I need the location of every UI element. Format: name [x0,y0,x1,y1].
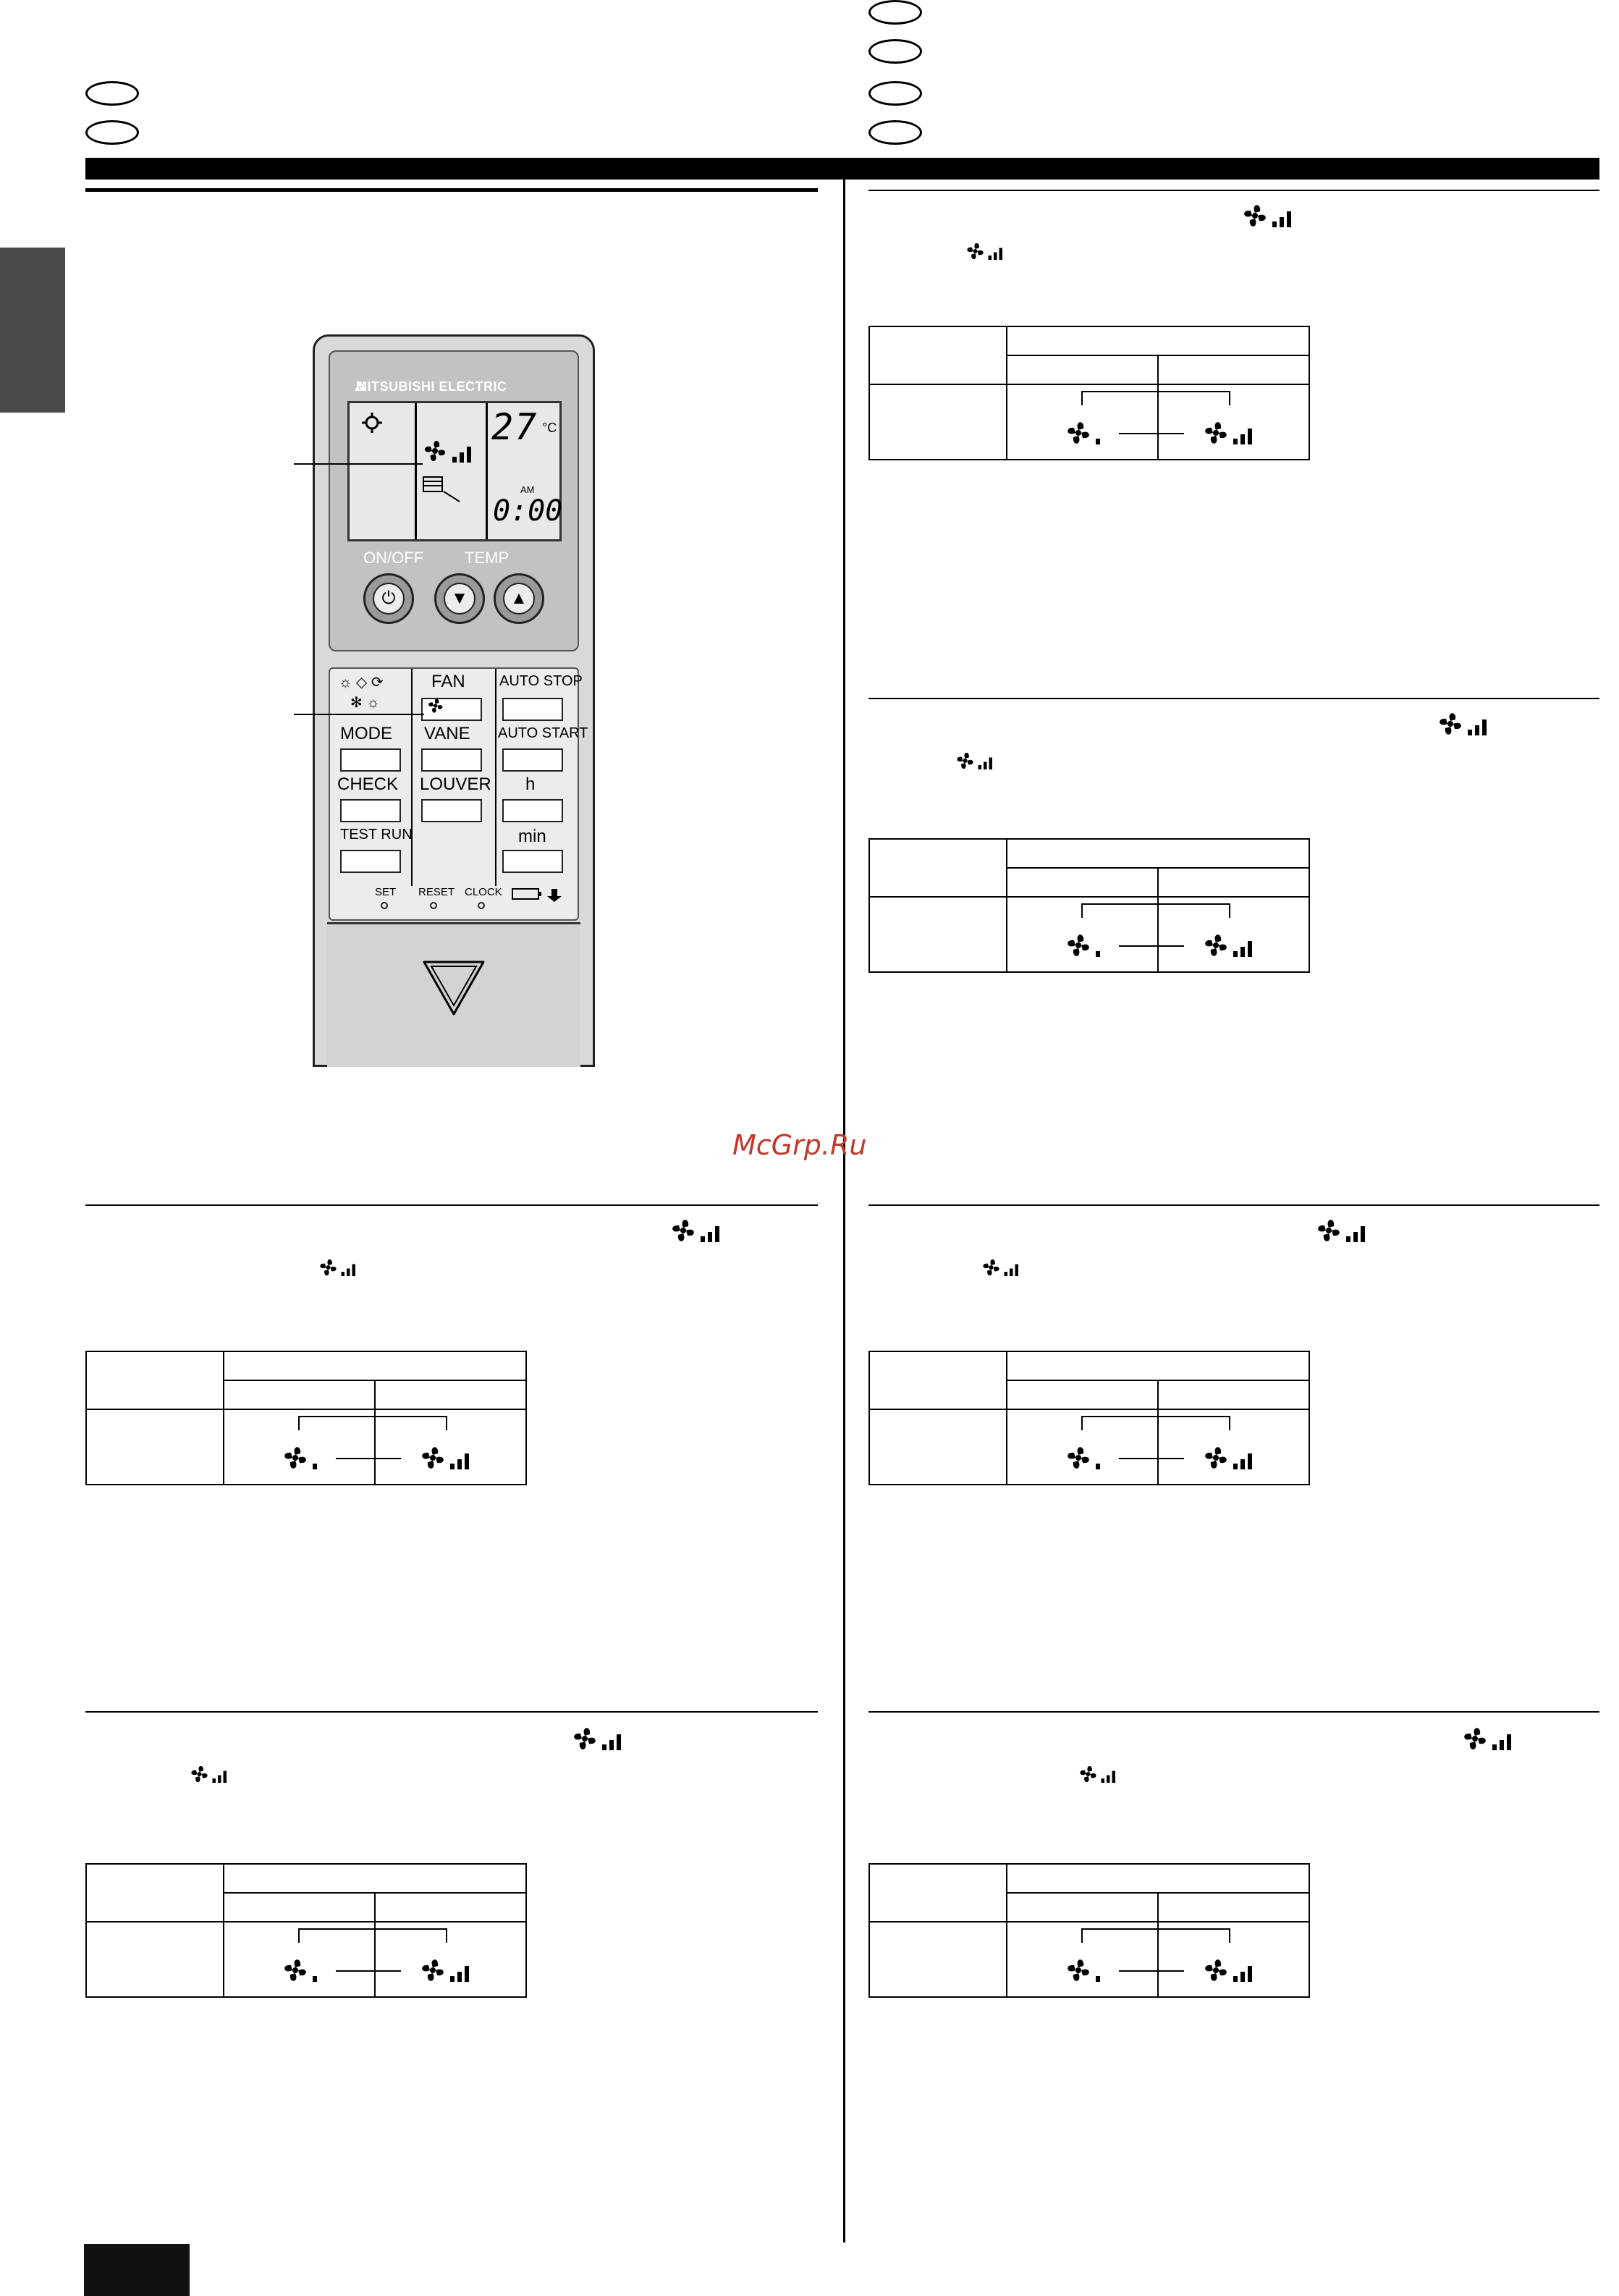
temp-up-button[interactable] [494,573,544,624]
mode-label: MODE [340,724,392,743]
fan-speed-icon [572,1724,630,1753]
language-tag-2 [85,120,139,145]
lcd-divider-2 [486,403,488,539]
section-rule-left-3 [85,1711,818,1713]
check-label: CHECK [337,775,399,794]
panel-divider-1 [411,669,413,886]
fan-speed-icon [965,240,1009,262]
fan-speed-table-2 [868,838,1310,973]
section-rule-right-1 [868,190,1599,191]
on-off-button[interactable] [363,573,414,624]
mode-icons-2: ✻ ☼ [350,695,380,711]
language-tag-6 [868,120,922,145]
battery-cover[interactable] [327,922,580,1067]
fan-speed-icon [670,1216,728,1245]
reset-button[interactable] [430,902,437,909]
fan-speed-icon [1316,1216,1374,1245]
fan-speed-icon [422,438,480,467]
lcd-temp-unit: °C [542,421,557,435]
vane-icon [422,476,465,505]
fan-speed-icon [981,1257,1025,1278]
section-tab [0,248,65,413]
fan-speed-table-5 [85,1863,527,1998]
fan-icon [427,696,465,715]
check-button[interactable] [340,799,401,822]
lcd-divider-1 [415,403,417,539]
arrow-down-icon: ▼ [444,583,475,615]
language-tag-1 [85,81,139,106]
reset-label: RESET [418,886,455,898]
leader-line-lcd [294,463,423,465]
fan-speed-icon [1078,1763,1122,1785]
test-run-label: TEST RUN [340,827,413,843]
page-number-box [84,2244,190,2296]
lcd-am: AM [520,484,535,495]
leader-line-fan [294,714,424,715]
louver-label: LOUVER [420,775,491,794]
fan-speed-table-1 [868,326,1310,460]
fan-speed-table-4 [868,1351,1310,1485]
section-rule-right-4 [868,1711,1599,1713]
fan-speed-icon [318,1257,362,1278]
set-button[interactable] [381,902,388,909]
auto-stop-label: AUTO STOP [499,673,583,689]
auto-start-button[interactable] [502,748,563,772]
lcd-temperature: 27 [491,406,538,448]
mode-icons: ☼ ◇ ⟳ [339,675,384,691]
panel-divider-2 [495,669,496,886]
fan-speed-table-3 [85,1351,527,1485]
fan-label: FAN [431,672,465,691]
min-button[interactable] [502,850,563,873]
fan-speed-icon [955,750,999,772]
section-rule-right-3 [868,1204,1599,1206]
section-rule-right-2 [868,698,1599,699]
section-rule-left-top [85,188,818,192]
header-bar [85,158,1599,180]
vane-label: VANE [424,724,470,743]
mode-button[interactable] [340,748,401,772]
language-tag-5 [868,81,922,106]
test-run-button[interactable] [340,850,401,873]
cover-triangle-icon [421,959,486,1017]
clock-label: CLOCK [465,886,502,898]
h-button[interactable] [502,799,563,822]
auto-start-label: AUTO START [498,725,588,741]
arrow-up-icon: ▲ [503,583,535,615]
vane-button[interactable] [421,748,482,772]
brand-name: MITSUBISHI ELECTRIC [356,379,507,394]
battery-icon [511,886,562,903]
auto-stop-button[interactable] [502,698,563,721]
section-rule-left-2 [85,1204,818,1206]
temp-down-button[interactable] [434,573,485,624]
h-label: h [525,775,536,794]
language-tag-3 [868,0,922,25]
cool-mode-icon [361,412,383,434]
temp-label: TEMP [465,549,510,567]
lcd-display [347,401,562,541]
on-off-label: ON/OFF [363,549,424,567]
column-divider [843,180,845,2242]
fan-speed-icon [1437,709,1495,738]
fan-speed-icon [1242,201,1300,230]
louver-button[interactable] [421,799,482,822]
set-label: SET [375,886,397,898]
watermark: McGrp.Ru [732,1129,867,1161]
fan-speed-table-6 [868,1863,1310,1998]
fan-speed-icon [190,1763,233,1785]
min-label: min [518,827,546,846]
fan-speed-icon [1462,1724,1520,1753]
clock-button[interactable] [478,902,485,909]
language-tag-4 [868,39,922,64]
lcd-clock: 0:00 [493,494,563,528]
power-icon: ⏻ [373,583,405,615]
